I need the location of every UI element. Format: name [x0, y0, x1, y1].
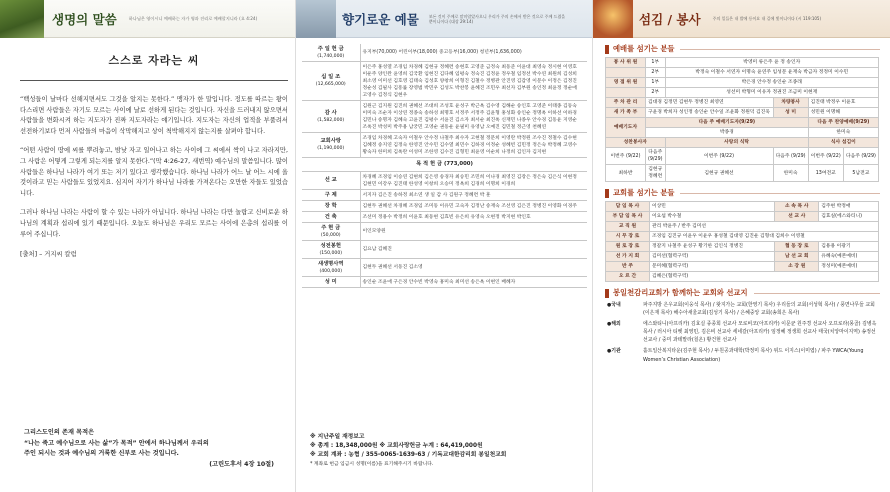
mission-item: [607, 347, 878, 363]
worship-role: [606, 68, 646, 78]
offering-row: [302, 259, 587, 277]
duty-name: 5남전교: [843, 165, 878, 182]
staff-role: 시 무 장 로: [606, 232, 650, 242]
leaf-photo: [0, 0, 44, 38]
role-names: 성민원 이명해: [808, 108, 878, 118]
duty-date: 다음주 (9/29): [646, 148, 666, 165]
staff-names: 문미혜(협력구역): [650, 262, 775, 272]
worship-role: 봉 사 위 원: [606, 58, 646, 68]
praise-next-label: 다음 주 찬양예배(9/29): [808, 118, 878, 128]
staff-names: 관리 박윤주 / 반주 김미선: [650, 222, 879, 232]
offering-row: [302, 277, 587, 288]
mission-region: ●기관: [607, 348, 621, 355]
worship-service: 1부: [646, 58, 666, 68]
category-label: 선 교: [324, 177, 337, 183]
role-names: 김진태 박정우 이윤호: [808, 98, 878, 108]
staff-table: [605, 201, 879, 282]
staff-role: 소 강 원: [775, 262, 819, 272]
praise-name: 한미숙: [808, 128, 878, 138]
sermon-panel: [0, 0, 296, 492]
duty-name: 김현규 권혜선: [665, 165, 773, 182]
category-label: 감 사: [324, 109, 337, 116]
worship-service: 2부: [646, 88, 666, 98]
category-amount: (50,000): [320, 232, 341, 238]
section-title: 봉일천감리교회가 함께하는 교회와 선교지: [613, 288, 748, 297]
scripture-verse: [24, 428, 274, 470]
staff-row: [606, 222, 879, 232]
offering-table: [302, 44, 587, 288]
donor-names: 차경혜 조경임 이승연 김현희 김은영 송경자 최승민 조민희 이나경 최영진 김장은 정은숙 김은식 이현정 김현민 이강우 김진태 한성영 이창희 오승미 정옥희 김경희 이명희 이경희: [360, 172, 587, 190]
offering-category: [302, 277, 360, 288]
staff-row: [606, 232, 879, 242]
divider: [20, 80, 288, 81]
usher-row: [606, 98, 879, 108]
worship-service: 2부: [646, 68, 666, 78]
staff-names: 김효실(에스와티니): [819, 212, 879, 222]
duty-date: 이번주 (9/22): [808, 148, 843, 165]
category-label: 새생명사역: [317, 260, 344, 267]
donor-names: 서지자 김은진 송하정 최소연 생 일 감 사 김원구 정혜련 박 훈: [360, 190, 587, 201]
duty-name: 최하반: [606, 165, 646, 182]
prayer-label: 예배기도자: [606, 118, 646, 138]
category-amount: (12,665,000): [315, 82, 346, 87]
sermon-paragraph: “어떤 사람이 땅에 씨를 뿌려놓고, 밤낮 자고 일어나고 하는 사이에 그 씨에서 싹이 나고 자라지만, 그 사람은 어떻게 그렇게 되는지를 알지 못한다.”(막 4:26-27, 새번역) 예수님의 말씀입니다. 많이 사람들은 하나님 나라가 여기 또는 저기 있다고 생각했습니다. 하나님 나라가 어느 날 어느 시에 올 것이라고 믿는 사람들도 있었지요. 심지어 자기가 하나님 나라를 가져온다는 오만한 자들도 있었습니다.: [20, 147, 288, 197]
worship-row: [606, 78, 879, 88]
duty-date: 이번주 (9/22): [606, 148, 646, 165]
role-names: 김대경 김정민 김현두 정병진 최영연: [646, 98, 774, 108]
donor-names: 김현두 권혜선 서동진 김소영: [360, 259, 587, 277]
worship-names: 성선미 박형미 이유자 정권진 조금미 이현재: [665, 88, 878, 98]
category-label: 건 축: [324, 213, 337, 220]
staff-row: [606, 212, 879, 222]
service-header: [593, 0, 890, 38]
staff-row: [606, 252, 879, 262]
category-label: 십 일 조: [321, 74, 341, 80]
section-title: 예배를 섬기는 분들: [613, 44, 675, 53]
staff-names: 조경임 김진규 이윤우 이윤우 홍성철 김대영 김진운 김형대 김희수 이영철: [650, 232, 879, 242]
staff-names: 유혜숙(예본예비): [819, 252, 879, 262]
category-amount: (1,740,000): [317, 53, 345, 59]
sermon-subtitle: 하나님은 영이시니 예배하는 자가 영과 진리로 예배할지니라 (요 4:24): [128, 16, 258, 21]
duty-date-row: [606, 148, 879, 165]
staff-names: 김용용 이광기: [819, 242, 879, 252]
finance-note: * 계좌로 헌금 입금시 성명(이름)을 표기해주시기 바랍니다.: [310, 462, 434, 467]
category-label: 주 현 금: [321, 224, 341, 231]
prayer-name-row: [606, 128, 879, 138]
section-marker: [605, 289, 609, 298]
sermon-heading: 스스로 자라는 씨: [108, 54, 200, 67]
staff-role: 소 속 목 사: [775, 202, 819, 212]
staff-names: 김주현 박정애: [819, 202, 879, 212]
category-label: 성 미: [324, 278, 337, 285]
category-label: 주 일 헌 금: [317, 45, 344, 52]
staff-names: 정성미(예본예비): [819, 262, 879, 272]
worship-names: 박정숙 이철수 서연자 이명숙 윤연주 임성문 윤재숙 박금자 정정미 이수민: [665, 68, 878, 78]
duty-name: 김현규 정혜련: [646, 165, 666, 182]
duty-date: 다음주 (9/29): [773, 148, 808, 165]
section-rule: [754, 293, 881, 294]
donor-names: 이인모양원: [360, 223, 587, 241]
offering-row: [302, 133, 587, 158]
staff-role: 부 담 임 목 사: [606, 212, 650, 222]
staff-row: [606, 272, 879, 282]
category-label: 성전봉헌: [320, 242, 341, 249]
donor-names: 유지부(70,000) 어린이부(18,000) 중고등부(16,000) 청년부(1,636,000): [360, 44, 587, 62]
sermon-paragraph: 그러나 하나님 나라는 사람이 할 수 있는 나라가 아닙니다. 하나님 나라는 다만 놀랍고 신비로운 하나님의 계획과 섭리에 있기 때문입니다. 오늘도 하나님은 우리도 모르는 사이에 은총의 섭리를 이루어 주십니다.: [20, 209, 288, 238]
duty-name-row: [606, 165, 879, 182]
role-names: 구윤경 박희자 성인정 송인순 안수일 조윤화 정원덕 김진욱: [646, 108, 774, 118]
section-missions: [605, 288, 890, 298]
offering-subtitle: 보든 것이 주께로 말미암았사오니 우리가 주의 손에서 받은 것으로 주께 드렸을 뿐이니이다 (대상 29:14): [428, 13, 566, 24]
section-worship: [605, 44, 890, 54]
staff-names: 이요섭 박수철: [650, 212, 775, 222]
staff-role: 반 주: [606, 262, 650, 272]
staff-row: [606, 202, 879, 212]
staff-row: [606, 262, 879, 272]
duty-header-row: [606, 138, 879, 148]
staff-role: 협 동 장 로: [775, 242, 819, 252]
offering-photo: [296, 0, 336, 38]
sermon-body: [20, 48, 288, 258]
staff-role: 선 교 사: [775, 212, 819, 222]
staff-role: 원 로 장 로: [606, 242, 650, 252]
role-label: 새 가 족 부: [606, 108, 646, 118]
verse-line: “나는 죽고 예수님으로 사는 삶”가 목적” 안에서 하나님께서 우리의: [24, 439, 209, 447]
offering-row: [302, 241, 587, 259]
worship-names: 박영미 류은주 윤 정 송인자: [665, 58, 878, 68]
section-title: 교회를 섬기는 분들: [613, 188, 675, 197]
finance-line: ※ 총계 : 18,348,000원 ※ 교회사랑헌금 누계 : 64,419,000원: [310, 443, 483, 449]
offering-category: [302, 223, 360, 241]
donor-names: 김요남 김혜진: [360, 241, 587, 259]
offering-title: 향기로운 예물: [342, 11, 419, 27]
offering-category: [302, 201, 360, 212]
worship-row: [606, 58, 879, 68]
category-amount: (1,190,000): [317, 146, 345, 151]
category-amount: (150,000): [319, 250, 343, 256]
worship-role: [606, 88, 646, 98]
offering-row: [302, 62, 587, 101]
finance-line: ※ 지난주일 재정보고: [310, 434, 365, 440]
mission-region: ●국내: [607, 302, 621, 308]
verse-reference: (고린도후서 4장 10절): [209, 460, 274, 468]
section-staff: [605, 188, 890, 198]
duty-date: 다음주 (9/29): [843, 148, 878, 165]
donor-names: 이은주 홍성열 조경임 차경혜 김현규 정혜련 송현호 고영준 금정숙 최동준 이윤대 최영숙 정시현 이영호 이운주 양인완 윤영희 김국환 임현진 김다혜 임평숙 정숙진 김정윤 정우철 임정선 박수연 최원희 김성희 최소영 이미선 김호영 김태숙 김성호 양창희 이형진 김철수 정병관 안진영 김갑영 이문수 이정은 김정진 정순성 김필사 김흥률 장영범 박민우 김성도 박찬봉 윤혜진 조민우 최선자 김부원 송인정 최윤정 정순애 고영수 김정식 김현우: [360, 62, 587, 101]
section-rule: [680, 193, 880, 194]
worship-service: 1부: [646, 78, 666, 88]
newcomer-row: [606, 108, 879, 118]
donor-names: 송인순 조윤애 구은경 안수빈 박영숙 홍미숙 최미선 송은옥 이현인 배혜자: [360, 277, 587, 288]
prayer-name: 박종경: [646, 128, 809, 138]
offering-row: [302, 212, 587, 223]
staff-names: 정갈지 나철주 윤성구 황기한 김인식 정병진: [650, 242, 775, 252]
offering-category: [302, 172, 360, 190]
offering-row: [302, 158, 587, 172]
role-label: 주 차 관 리: [606, 98, 646, 108]
offering-category: [302, 133, 360, 158]
prayer-next-label: 다음 주 예배기도자(9/29): [646, 118, 809, 128]
worship-table: [605, 57, 879, 182]
offering-row: [302, 190, 587, 201]
offering-category: [302, 101, 360, 133]
service-title: 섬김 / 봉사: [639, 11, 701, 27]
offering-row: [302, 101, 587, 133]
offering-category: [302, 190, 360, 201]
duty-name: 한미숙: [773, 165, 808, 182]
staff-role: 교 직 원: [606, 222, 650, 232]
section-marker: [605, 189, 609, 198]
donor-names: 김원근 김지원 김진희 권혜선 조대희 조성호 윤성구 박근옥 김수영 김해순 송인호 고영준 이태종 김동숙 이미숙 조순자 이상연 정종숙 송하성 최명호 서정주 서정주 김윤형 홍성화 송인순 정명옥 이하선 이하경 김민나 송명자 김혜숙 고윤진 김평수 서윤진 김소자 최서순 최진옥 신재민 나종우 안수경 김동윤 지영순 조옥진 박성미 박주용 남궁민 고영순 권동운 윤필미 유영남 오예진 김민철 정근영 천혜연: [360, 101, 587, 133]
staff-role: 선 가 지 회: [606, 252, 650, 262]
mission-detail: 에스와티니(아프리카) 김효실 종종희 선교사 모로비코(아프리카) 이문균 원주경 선교사 오프로라(몽골) 김병옥 목사 / 러시아 티벳 최영민, 김은비 선교사 세네갈(아프리카) 임정혜 정생희 선교사 태국(치앙마이지역) 송정선 선교사 / 중미 과테말라(칠온) 황건현 선교사: [643, 321, 877, 344]
category-label: 교회사랑: [320, 138, 341, 144]
sermon-paragraph: “백성들이 날마다 선해지면서도 그것을 알지는 못한다.” 맹자가 한 말입니다. 정도를 따르는 왕이 다스리면 사람들은 자기도 모르는 사이에 날로 선하게 된다는 것입니다. 자신을 드러내지 않으면서 사람들을 변화시켜 하는 지도자가 진짜 지도자라는 얘기입니다. 지도자는 자신의 업적을 부풀려서 선전하기보다 먼저 사람들의 마음이 삭막해지고 상이 척박해지지 않는지를 살펴야 합니다.: [20, 96, 288, 135]
finance-line: ※ 교회 계좌 : 농협 / 355-0065-1639-63 / 기독교대한감리회 봉일천교회: [310, 452, 507, 458]
role-label: 차량봉사: [773, 98, 808, 108]
staff-names: 이상민: [650, 202, 775, 212]
donor-names: 조선미 정용수 박정희 이윤호 최동현 김효빈 유은희 유영숙 오현정 박지현 박인호: [360, 212, 587, 223]
verse-line: 그리스도인의 존재 목적은: [24, 429, 95, 436]
sermon-source: [출처] – 거지씨 칼럼: [20, 251, 77, 259]
staff-row: [606, 242, 879, 252]
offering-subheader: 목 적 헌 금 (773,000): [302, 158, 587, 172]
finance-report: [310, 433, 506, 469]
worship-row: [606, 68, 879, 78]
sermon-header: [0, 0, 295, 38]
category-amount: (1,582,000): [317, 117, 345, 123]
duty-name: 13여전교: [808, 165, 843, 182]
prayer-header-row: [606, 118, 879, 128]
offering-category: [302, 62, 360, 101]
staff-role: 오 르 간: [606, 272, 650, 282]
duty-head: 식사 섬김이: [808, 138, 878, 148]
donor-names: 김현두 권혜선 차경혜 조경임 조미동 이유민 고숙자 김정난 송재숙 조선영 김은진 정병진 이영화 이경주: [360, 201, 587, 212]
duty-head: 성찬봉사자: [606, 138, 666, 148]
duty-head: 사랑의 식탁: [665, 138, 808, 148]
verse-line: 주인 되시는 것과 예수님의 거룩한 신부로 사는 것입니다.: [24, 450, 179, 457]
mission-region: ●해외: [607, 321, 621, 328]
offering-category: [302, 44, 360, 62]
worship-role: 영 접 위 원: [606, 78, 646, 88]
category-label: 구 제: [324, 191, 337, 198]
worship-row: [606, 88, 879, 98]
mission-list: [607, 301, 878, 364]
offering-category: [302, 241, 360, 259]
donor-names: 조경임 차경혜 고숙자 이철우 안수정 나철주 최수자 고현철 정문희 이영란 박정원 조수진 정철수 김수현 김혜정 송지연 김정숙 한영진 안수민 김수열 최민수 김하경 이정순 성혜빈 김민정 정은숙 박정혜 고영수 황숙자 한미희 김옥란 이성미 조한영 김수진 김형민 최윤영 이순희 나정희 김인자 김지현: [360, 133, 587, 158]
sermon-title: 생명의 말씀: [52, 11, 117, 27]
worship-names: 박은경 안수정 송인순 조종래: [665, 78, 878, 88]
offering-row: [302, 201, 587, 212]
staff-names: 김혜은(협력구역): [650, 272, 879, 282]
mission-item: [607, 320, 878, 344]
mission-item: [607, 301, 878, 317]
offering-panel: [296, 0, 593, 492]
offering-row: [302, 172, 587, 190]
staff-role: 남 선 교 회: [775, 252, 819, 262]
offering-row: [302, 44, 587, 62]
service-panel: [593, 0, 890, 492]
mission-detail: 파주지방 은우교회(이웅석 목사) / 왓지가는 교회(한영기 목사) 우리들의 교회(서성혁 목사) / 풍면나무들 교회(이은재 목사) 해수아새울교회(김성기 목사) / 은혜중앙 교회(송희은 목사): [643, 302, 875, 317]
offering-category: [302, 212, 360, 223]
mission-detail: 홀트일산복지타운(김주현 목사) / 두원공과대학(박정미 목사) 위드 이지스(이미엽) / 파주 YWCA(Young Women’s Christian Association): [643, 348, 864, 363]
offering-row: [302, 223, 587, 241]
section-marker: [605, 45, 609, 54]
role-label: 성 미: [773, 108, 808, 118]
staff-role: 담 임 목 사: [606, 202, 650, 212]
service-subtitle: 주의 일들은 내 발에 등이요 내 길에 빛이니이다 (시 119:105): [712, 16, 822, 21]
candle-photo: [593, 0, 633, 38]
staff-names: 김미선(협력구역): [650, 252, 775, 262]
offering-header: [296, 0, 592, 38]
duty-date: 이번주 (9/22): [665, 148, 773, 165]
section-rule: [680, 49, 880, 50]
category-amount: (400,000): [319, 268, 343, 274]
offering-category: [302, 259, 360, 277]
category-label: 장 학: [324, 202, 337, 209]
